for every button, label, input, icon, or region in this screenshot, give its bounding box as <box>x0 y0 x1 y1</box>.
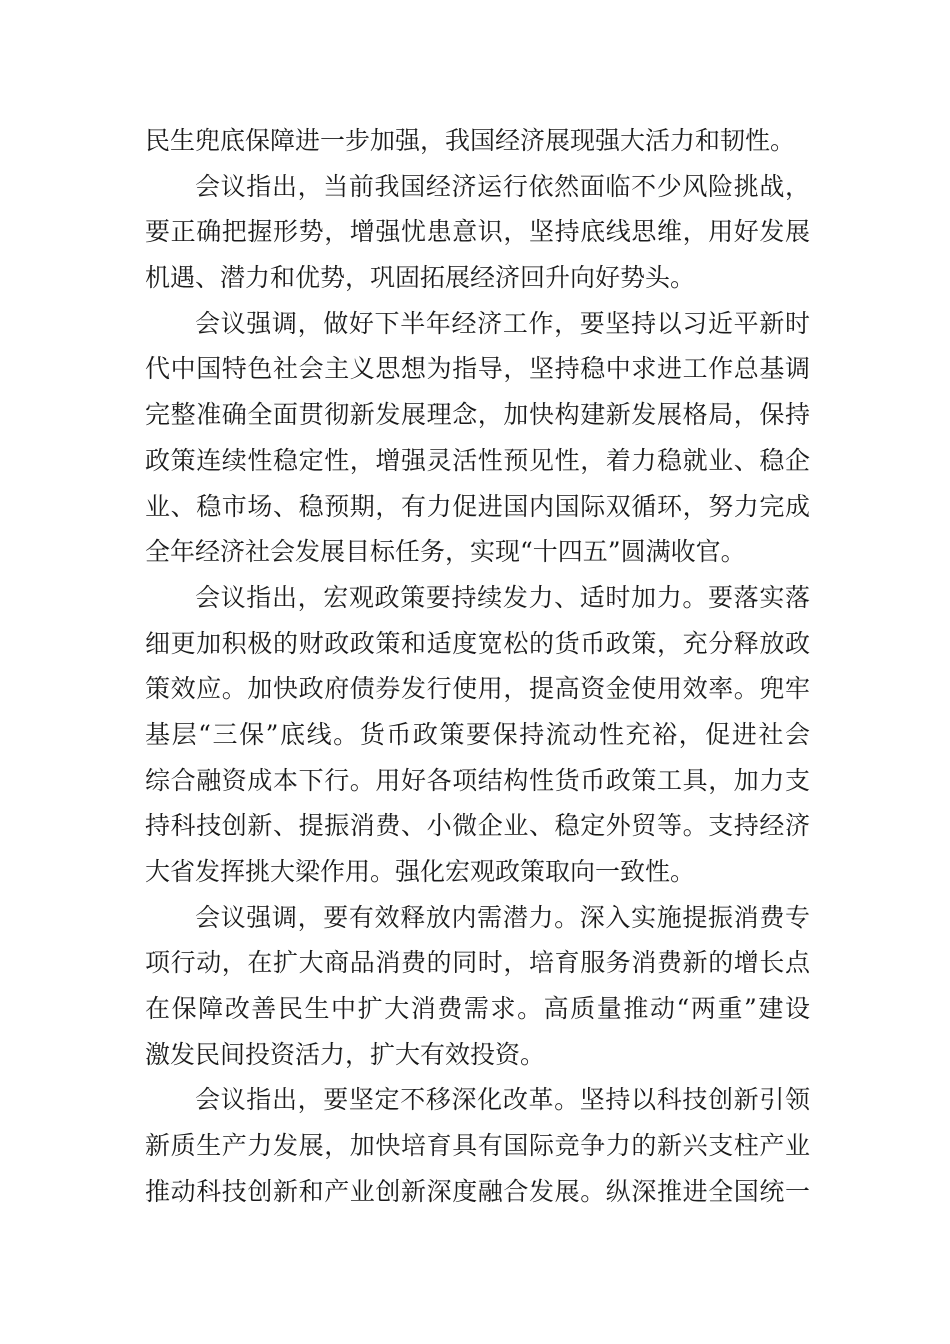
text-line: 代中国特色社会主义思想为指导，坚持稳中求进工作总基调 <box>145 354 810 384</box>
text-line: 持科技创新、提振消费、小微企业、稳定外贸等。支持经济 <box>145 811 810 841</box>
text-line: 会议强调，要有效释放内需潜力。深入实施提振消费专 <box>195 902 810 932</box>
text-line: 大省发挥挑大梁作用。强化宏观政策取向一致性。 <box>145 857 696 886</box>
text-line: 新质生产力发展，加快培育具有国际竞争力的新兴支柱产业 <box>145 1131 810 1161</box>
text-line: 会议指出，宏观政策要持续发力、适时加力。要落实落 <box>195 582 810 612</box>
text-line: 基层“三保”底线。货币政策要保持流动性充裕，促进社会 <box>145 719 810 749</box>
text-line: 完整准确全面贯彻新发展理念，加快构建新发展格局，保持 <box>145 400 810 430</box>
text-line: 策效应。加快政府债券发行使用，提高资金使用效率。兜牢 <box>145 674 810 704</box>
text-line: 细更加积极的财政政策和适度宽松的货币政策，充分释放政 <box>145 628 810 658</box>
text-line: 激发民间投资活力，扩大有效投资。 <box>145 1039 546 1069</box>
document-body <box>145 118 810 1215</box>
text-line: 在保障改善民生中扩大消费需求。高质量推动“两重”建设 <box>145 994 810 1024</box>
text-line: 会议强调，做好下半年经济工作，要坚持以习近平新时 <box>195 308 810 338</box>
text-line: 会议指出，当前我国经济运行依然面临不少风险挑战， <box>195 171 810 201</box>
text-line: 民生兜底保障进一步加强，我国经济展现强大活力和韧性。 <box>145 126 796 155</box>
text-line: 业、稳市场、稳预期，有力促进国内国际双循环，努力完成 <box>145 491 810 521</box>
text-line: 会议指出，要坚定不移深化改革。坚持以科技创新引领 <box>195 1085 810 1115</box>
text-line: 要正确把握形势，增强忧患意识，坚持底线思维，用好发展 <box>145 217 810 247</box>
text-line: 项行动，在扩大商品消费的同时，培育服务消费新的增长点 <box>145 948 810 978</box>
text-line: 综合融资成本下行。用好各项结构性货币政策工具，加力支 <box>145 765 810 795</box>
text-line: 政策连续性稳定性，增强灵活性预见性，着力稳就业、稳企 <box>145 445 810 475</box>
text-line: 机遇、潜力和优势，巩固拓展经济回升向好势头。 <box>145 263 696 293</box>
text-line: 推动科技创新和产业创新深度融合发展。纵深推进全国统一 <box>145 1176 810 1206</box>
text-line: 全年经济社会发展目标任务，实现“十四五”圆满收官。 <box>145 537 746 567</box>
